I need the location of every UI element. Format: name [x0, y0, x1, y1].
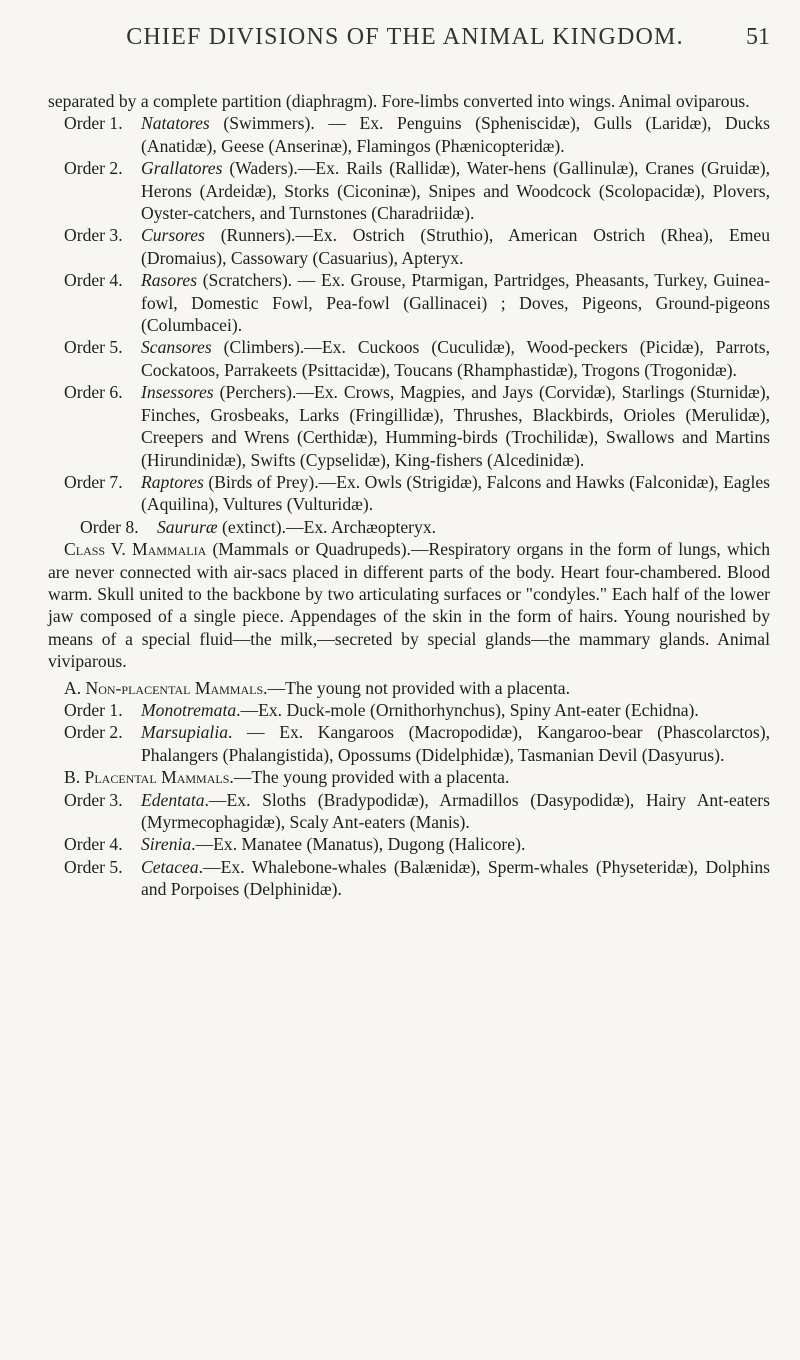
class-heading: Class V. Mammalia — [64, 539, 207, 560]
order-entry — [48, 721, 770, 766]
order-label: Order 4. — [64, 834, 123, 855]
order-label: Order 2. — [64, 722, 123, 743]
page-body — [48, 90, 770, 901]
order-name: Raptores — [141, 471, 204, 492]
order-name: Grallatores — [141, 158, 223, 179]
order-description: .—Ex. Duck-mole (Ornithorhynchus), Spiny Ant-eater (Echidna). — [236, 699, 699, 720]
order-name: Sirenia — [141, 834, 192, 855]
non-placental-paragraph — [48, 677, 770, 699]
order-description: (Birds of Prey).—Ex. Owls (Strigidæ), Falcons and Hawks (Falconidæ), Eagles (Aquilina), Vultures (Vulturidæ). — [141, 471, 770, 515]
mammalia-paragraph — [48, 538, 770, 672]
order-label: Order 1. — [64, 699, 123, 720]
page-number: 51 — [746, 24, 770, 50]
subclass-description: —The young provided with a placenta. — [233, 767, 510, 788]
order-label: Order 1. — [64, 113, 123, 134]
order-name: Scansores — [141, 337, 212, 358]
subclass-description: —The young not provided with a placenta. — [267, 677, 570, 698]
running-header — [40, 24, 770, 64]
order-entry — [48, 269, 770, 336]
order-description: (Perchers).—Ex. Crows, Magpies, and Jays (Corvidæ), Starlings (Sturnidæ), Finches, Grosbeaks, Larks (Fringillidæ), Thrushes, Blackbirds, Orioles (Merulidæ), Creepers and Wrens (Certhidæ), Humming-birds (Trochilidæ), Swallows and Martins (Hirundinidæ), Swifts (Cypselidæ), King-fishers (Alcedinidæ). — [141, 382, 770, 470]
order-entry — [48, 381, 770, 471]
order-entry — [48, 699, 770, 721]
order-entry — [48, 112, 770, 157]
subclass-heading: A. Non-placental Mammals. — [64, 677, 268, 698]
order-description: (Scratchers). — Ex. Grouse, Ptarmigan, Partridges, Pheasants, Turkey, Guinea-fowl, Domestic Fowl, Pea-fowl (Gallinacei) ; Doves, Pigeons, Ground-pigeons (Columbacei). — [141, 270, 770, 336]
class-description: (Mammals or Quadrupeds).—Respiratory organs in the form of lungs, which are never connected with air-sacs placed in different parts of the body. Heart four-chambered. Blood warm. Skull united to the backbone by two articulating surfaces or "condyles." Each half of the lower jaw composed of a single piece. Appendages of the skin in the form of hairs. Young nourished by means of a special fluid—the milk,—secreted by special glands—the mammary glands. Animal viviparous. — [48, 539, 770, 672]
subclass-heading: B. Placental Mammals. — [64, 767, 234, 788]
order-description: (Waders).—Ex. Rails (Rallidæ), Water-hens (Gallinulæ), Cranes (Gruidæ), Herons (Ardeidæ), Storks (Ciconinæ), Snipes and Woodcock (Scolopacidæ), Plovers, Oyster-catchers, and Turnstones (Charadriidæ). — [141, 158, 770, 224]
order-entry — [48, 789, 770, 834]
order-name: Marsupialia — [141, 722, 228, 743]
order-entry — [48, 833, 770, 855]
placental-orders — [48, 789, 770, 901]
order-entry — [48, 336, 770, 381]
order-label: Order 3. — [64, 789, 123, 810]
order-label: Order 8. — [80, 516, 139, 537]
order-label: Order 3. — [64, 225, 123, 246]
intro-paragraph: separated by a complete partition (diaphragm). Fore-limbs converted into wings. Animal oviparous. — [48, 91, 750, 111]
order-entry — [48, 856, 770, 901]
non-placental-orders — [48, 699, 770, 766]
order-label: Order 4. — [64, 270, 123, 291]
order-entry — [48, 157, 770, 224]
order-name: Edentata — [141, 789, 205, 810]
order-label: Order 5. — [64, 856, 123, 877]
order-description: (Climbers).—Ex. Cuckoos (Cuculidæ), Wood-peckers (Picidæ), Parrots, Cockatoos, Parrakeets (Psittacidæ), Toucans (Rhamphastidæ), Trogons (Trogonidæ). — [141, 337, 770, 380]
order-name: Monotremata — [141, 699, 237, 720]
order-name: Cursores — [141, 225, 205, 246]
order-description: (extinct).—Ex. Archæopteryx. — [217, 516, 437, 537]
placental-paragraph — [48, 766, 770, 788]
order-description: .—Ex. Whalebone-whales (Balænidæ), Sperm-whales (Physeteridæ), Dolphins and Porpoises (Delphinidæ). — [141, 856, 770, 900]
order-name: Rasores — [141, 270, 198, 291]
order-name: Insessores — [141, 382, 214, 403]
order-name: Cetacea — [141, 856, 199, 877]
order-description: (Swimmers). — Ex. Penguins (Spheniscidæ), Gulls (Laridæ), Ducks (Anatidæ), Geese (Anserinæ), Flamingos (Phænicopteridæ). — [141, 113, 770, 156]
order-entry — [48, 516, 770, 538]
order-label: Order 2. — [64, 158, 123, 179]
order-entry — [48, 471, 770, 516]
bird-orders-list — [48, 112, 770, 538]
order-description: .—Ex. Sloths (Bradypodidæ), Armadillos (Dasypodidæ), Hairy Ant-eaters (Myrmecophagidæ), Scaly Ant-eaters (Manis). — [141, 789, 770, 832]
chapter-title: CHIEF DIVISIONS OF THE ANIMAL KINGDOM. — [126, 24, 684, 50]
order-entry — [48, 224, 770, 269]
order-description: . — Ex. Kangaroos (Macropodidæ), Kangaroo-bear (Phascolarctos), Phalangers (Phalangistida), Opossums (Didelphidæ), Tasmanian Devil (Dasyurus). — [141, 722, 770, 765]
order-label: Order 6. — [64, 382, 123, 403]
order-name: Saururæ — [157, 516, 218, 537]
order-label: Order 7. — [64, 471, 123, 492]
order-name: Natatores — [141, 113, 210, 134]
order-description: (Runners).—Ex. Ostrich (Struthio), American Ostrich (Rhea), Emeu (Dromaius), Cassowary (Casuarius), Apteryx. — [141, 225, 770, 268]
order-label: Order 5. — [64, 337, 123, 358]
order-description: .—Ex. Manatee (Manatus), Dugong (Halicore). — [191, 834, 526, 855]
